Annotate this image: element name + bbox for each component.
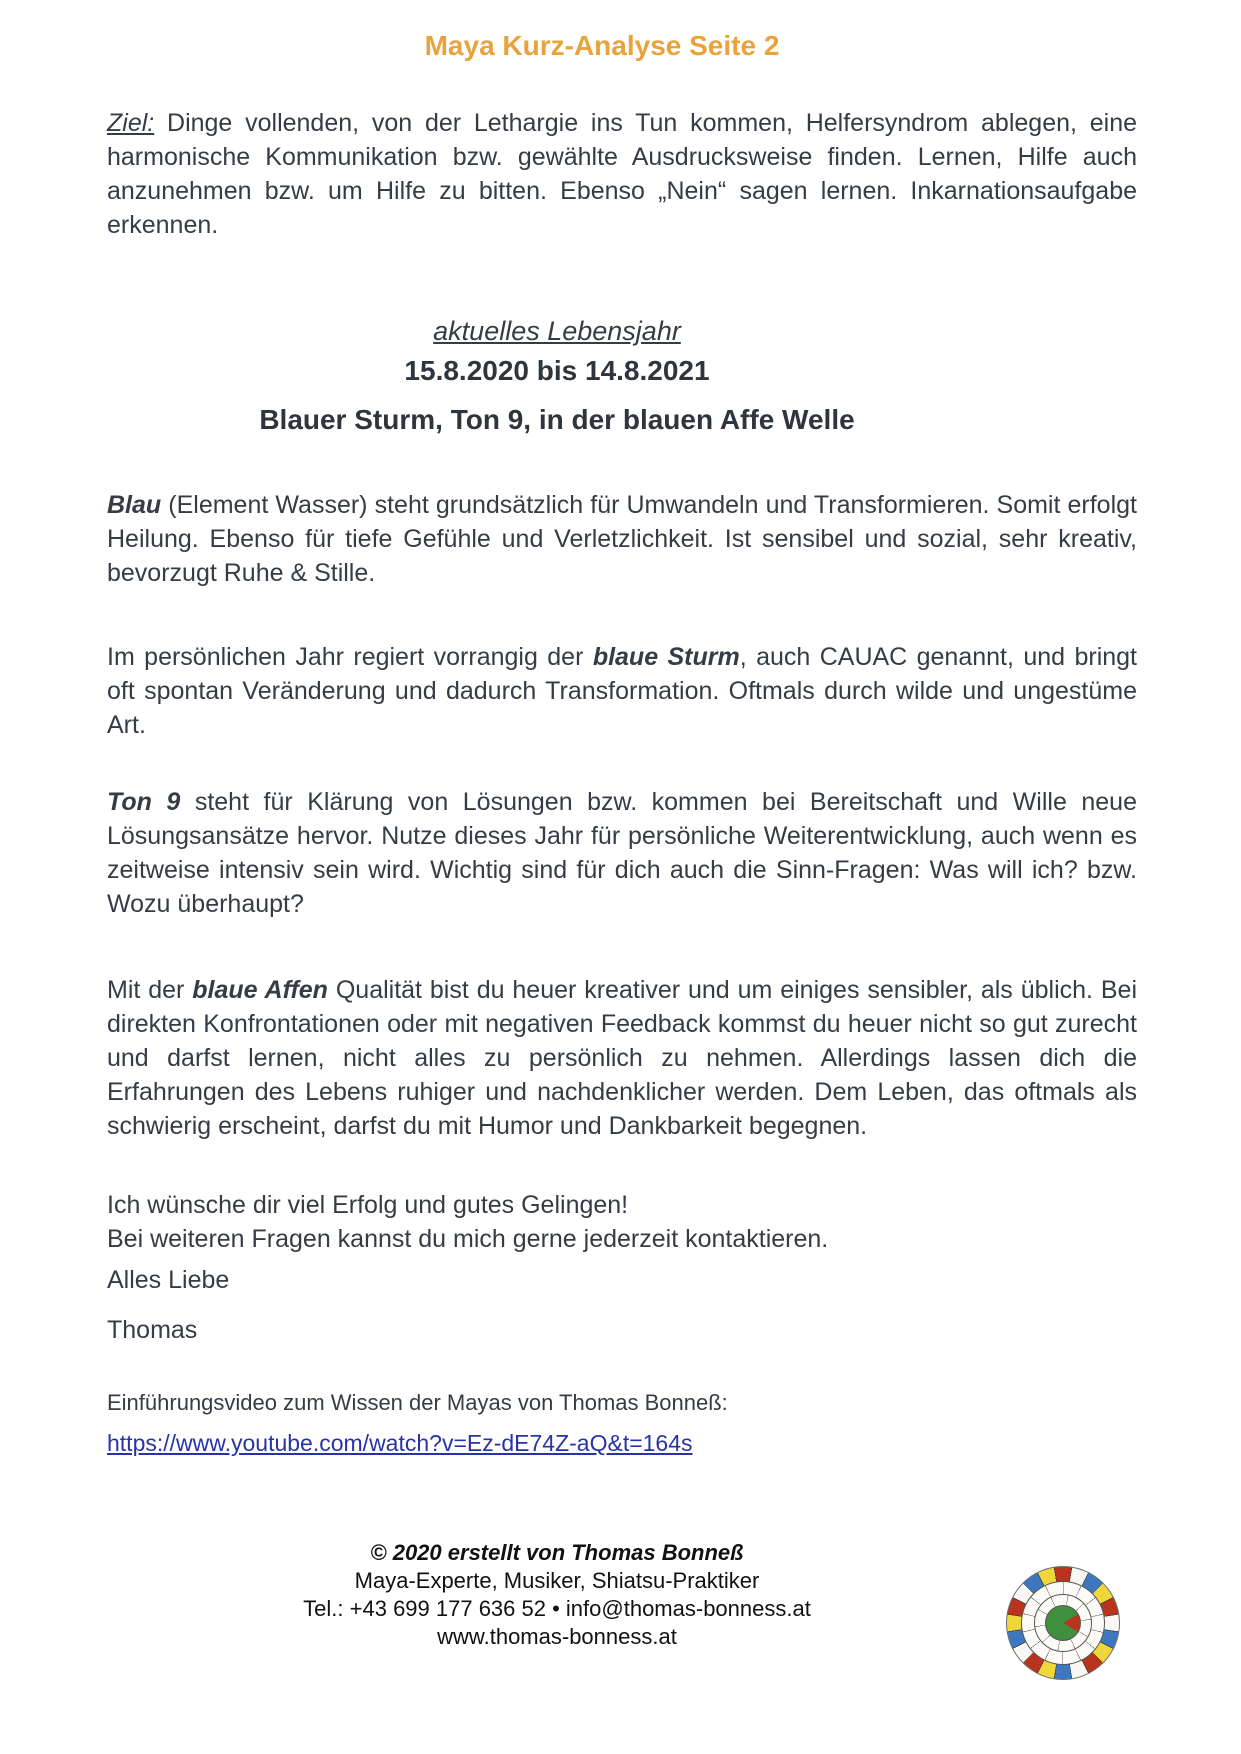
video-link-row (107, 1429, 1137, 1457)
signature: Thomas (107, 1316, 198, 1344)
maya-calendar-logo (1006, 1566, 1120, 1680)
closing-wish (107, 1188, 1137, 1256)
document-body (0, 106, 1241, 1457)
ziel-text: Dinge vollenden, von der Lethargie ins Tun kommen, Helfersyndrom ablegen, eine harmonische Kommunikation bzw. gewählte Ausdrucksweise finden. Lernen, Hilfe auch anzunehmen bzw. um Hilfe zu bitten. Ebenso „Nein“ sagen lernen. Inkarnationsaufgabe erkennen. (107, 109, 1137, 239)
affe-after: Qualität bist du heuer kreativer und um einiges sensibler, als üblich. Bei direkten Konfrontationen oder mit negativen Feedback kommst du heuer nicht so gut zurecht und darfst lernen, nicht alles zu persönlich zu nehmen. Allerdings lassen dich die Erfahrungen des Lebens ruhiger und nachdenklicher werden. Dem Leben, das oftmals als schwierig erscheint, darfst du mit Humor und Dankbarkeit begegnen. (107, 976, 1137, 1140)
footer-contact: Tel.: +43 699 177 636 52 • info@thomas-bonness.at (303, 1596, 811, 1621)
footer-website: www.thomas-bonness.at (437, 1624, 677, 1649)
affe-before: Mit der (107, 976, 193, 1004)
affe-emphasis: blaue Affen (192, 976, 328, 1004)
sturm-before: Im persönlichen Jahr regiert vorrangig der (107, 643, 593, 671)
youtube-link[interactable]: https://www.youtube.com/watch?v=Ez-dE74Z-aQ&t=164s (107, 1430, 693, 1456)
paragraph-ton9 (107, 785, 1137, 921)
page-footer (0, 1539, 1114, 1651)
paragraph-sturm (107, 640, 1137, 742)
sturm-after: , auch CAUAC genannt, und bringt oft spontan Veränderung und dadurch Transformation. Oftmals durch wilde und ungestüme Art. (107, 643, 1137, 739)
blau-text: (Element Wasser) steht grundsätzlich für Umwandeln und Transformieren. Somit erfolgt Heilung. Ebenso für tiefe Gefühle und Verletzlichkeit. Ist sensibel und sozial, sehr kreativ, bevorzugt Ruhe & Stille. (107, 491, 1137, 587)
ziel-label: Ziel: (107, 109, 155, 137)
closing-greeting: Alles Liebe (107, 1266, 230, 1294)
video-intro-text: Einführungsvideo zum Wissen der Mayas von Thomas Bonneß: (107, 1390, 728, 1415)
heading-zeitraum: 15.8.2020 bis 14.8.2021 (404, 355, 710, 386)
footer-copyright: © 2020 erstellt von Thomas Bonneß (370, 1540, 744, 1565)
paragraph-blau (107, 488, 1137, 590)
heading-welle: Blauer Sturm, Ton 9, in der blauen Affe Welle (259, 404, 855, 435)
closing-wish-line1: Ich wünsche dir viel Erfolg und gutes Gelingen! (107, 1191, 629, 1219)
heading-lebensjahr: aktuelles Lebensjahr (433, 316, 681, 346)
footer-profession: Maya-Experte, Musiker, Shiatsu-Praktiker (354, 1568, 760, 1593)
ton9-text: steht für Klärung von Lösungen bzw. kommen bei Bereitschaft und Wille neue Lösungsansätze hervor. Nutze dieses Jahr für persönliche Weiterentwicklung, auch wenn es zeitweise intensiv sein wird. Wichtig sind für dich auch die Sinn-Fragen: Was will ich? bzw. Wozu überhaupt? (107, 788, 1137, 918)
sturm-emphasis: blaue Sturm (592, 643, 740, 671)
ton9-label: Ton 9 (107, 788, 181, 816)
blau-label: Blau (107, 491, 162, 519)
page-title: Maya Kurz-Analyse Seite 2 (424, 30, 780, 61)
paragraph-affe (107, 973, 1137, 1143)
closing-wish-line2: Bei weiteren Fragen kannst du mich gerne jederzeit kontaktieren. (107, 1225, 829, 1253)
logo-center (1045, 1605, 1081, 1641)
paragraph-ziel (107, 106, 1137, 242)
